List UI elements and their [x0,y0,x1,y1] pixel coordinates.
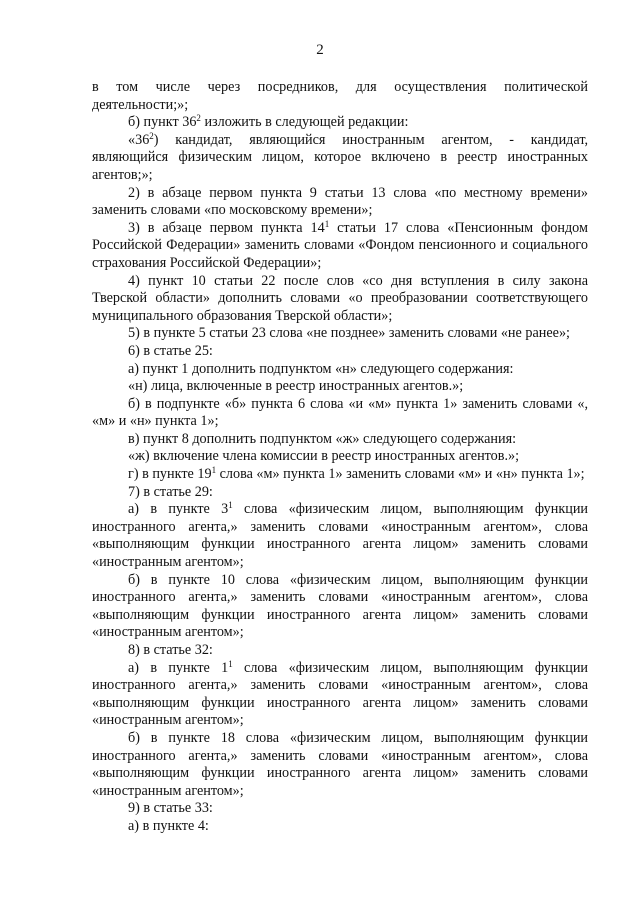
text-run: 4) пункт 10 статьи 22 после слов «со дня вступления в силу закона Тверской области» дополнить словами «о преобразовании соответствующего муниципального образования Тверской области»; [92,272,588,324]
text-run: 7) в статье 29: [128,483,213,500]
text-run: 2) в абзаце первом пункта 9 статьи 13 слова «по местному времени» заменить словами «по московскому времени»; [92,184,588,219]
text-run: ) кандидат, являющийся иностранным агентом, - кандидат, являющийся физическим лицом, которое включено в реестр иностранных агентов;»; [92,131,588,183]
document-body [92,79,588,836]
superscript: 2 [196,113,201,124]
text-run: 3) в абзаце первом пункта 14 [128,219,325,236]
paragraph [92,466,588,484]
paragraph [92,730,588,800]
paragraph [92,114,588,132]
paragraph [92,818,588,836]
text-run: «36 [128,131,150,148]
text-run: 9) в статье 33: [128,800,213,817]
text-run: 8) в статье 32: [128,642,213,658]
superscript: 1 [228,500,233,511]
paragraph [92,448,588,466]
paragraph [92,484,588,502]
paragraph [92,378,588,396]
text-run: статьи 17 слова «Пенсионным фондом Российской Федерации» заменить словами «Фондом пенсионного и социального страхования Российской Федерации»; [92,219,588,271]
text-run: а) в пункте 4: [128,817,209,834]
paragraph [92,220,588,273]
text-run: б) в пункте 18 слова «физическим лицом, выполняющим функции иностранного агента,» заменить словами «иностранным агентом», слова «выполняющим функции иностранного агента лицом» заменить словами «иностранным агентом»; [92,729,588,799]
paragraph [92,79,588,114]
text-run: а) пункт 1 дополнить подпунктом «н» следующего содержания: [128,360,514,377]
superscript: 1 [228,658,233,669]
paragraph [92,501,588,571]
superscript: 2 [149,130,154,141]
text-run: изложить в следующей редакции: [200,114,409,131]
paragraph [92,132,588,185]
paragraph [92,642,588,660]
paragraph [92,325,588,343]
text-run: 6) в статье 25: [128,342,213,359]
text-run: «ж) включение члена комиссии в реестр иностранных агентов.»; [128,448,520,465]
paragraph [92,343,588,361]
text-run: б) пункт 36 [128,114,197,131]
text-run: в том числе через посредников, для осуществления политической деятельности;»; [92,79,588,113]
paragraph [92,185,588,220]
paragraph [92,660,588,730]
text-run: б) в подпункте «б» пункта 6 слова «и «м» пункта 1» заменить словами «, «м» и «н» пункта 1»; [92,395,588,430]
text-run: в) пункт 8 дополнить подпунктом «ж» следующего содержания: [128,430,517,447]
text-run: г) в пункте 19 [128,466,212,483]
text-run: слова «физическим лицом, выполняющим функции иностранного агента,» заменить словами «иностранным агентом», слова «выполняющим функции иностранного агента лицом» заменить словами «иностранным агентом»; [92,501,589,571]
superscript: 1 [324,218,330,229]
paragraph [92,273,588,326]
page-number: 2 [316,42,324,58]
text-run: 5) в пункте 5 статьи 23 слова «не позднее» заменить словами «не ранее»; [128,325,570,342]
superscript: 1 [211,465,217,476]
paragraph [92,361,588,379]
paragraph [92,800,588,818]
text-run: «н) лица, включенные в реестр иностранных агентов.»; [128,378,464,395]
paragraph [92,396,588,431]
paragraph [92,572,588,642]
paragraph [92,431,588,449]
text-run: а) в пункте 1 [128,659,229,676]
text-run: б) в пункте 10 слова «физическим лицом, выполняющим функции иностранного агента,» заменить словами «иностранным агентом», слова «выполняющим функции иностранного агента лицом» заменить словами «иностранным агентом»; [92,571,588,641]
text-run: слова «физическим лицом, выполняющим функции иностранного агента,» заменить словами «иностранным агентом», слова «выполняющим функции иностранного агента лицом» заменить словами «иностранным агентом»; [92,659,589,729]
text-run: слова «м» пункта 1» заменить словами «м» и «н» пункта 1»; [216,466,585,483]
text-run: а) в пункте 3 [128,501,229,518]
